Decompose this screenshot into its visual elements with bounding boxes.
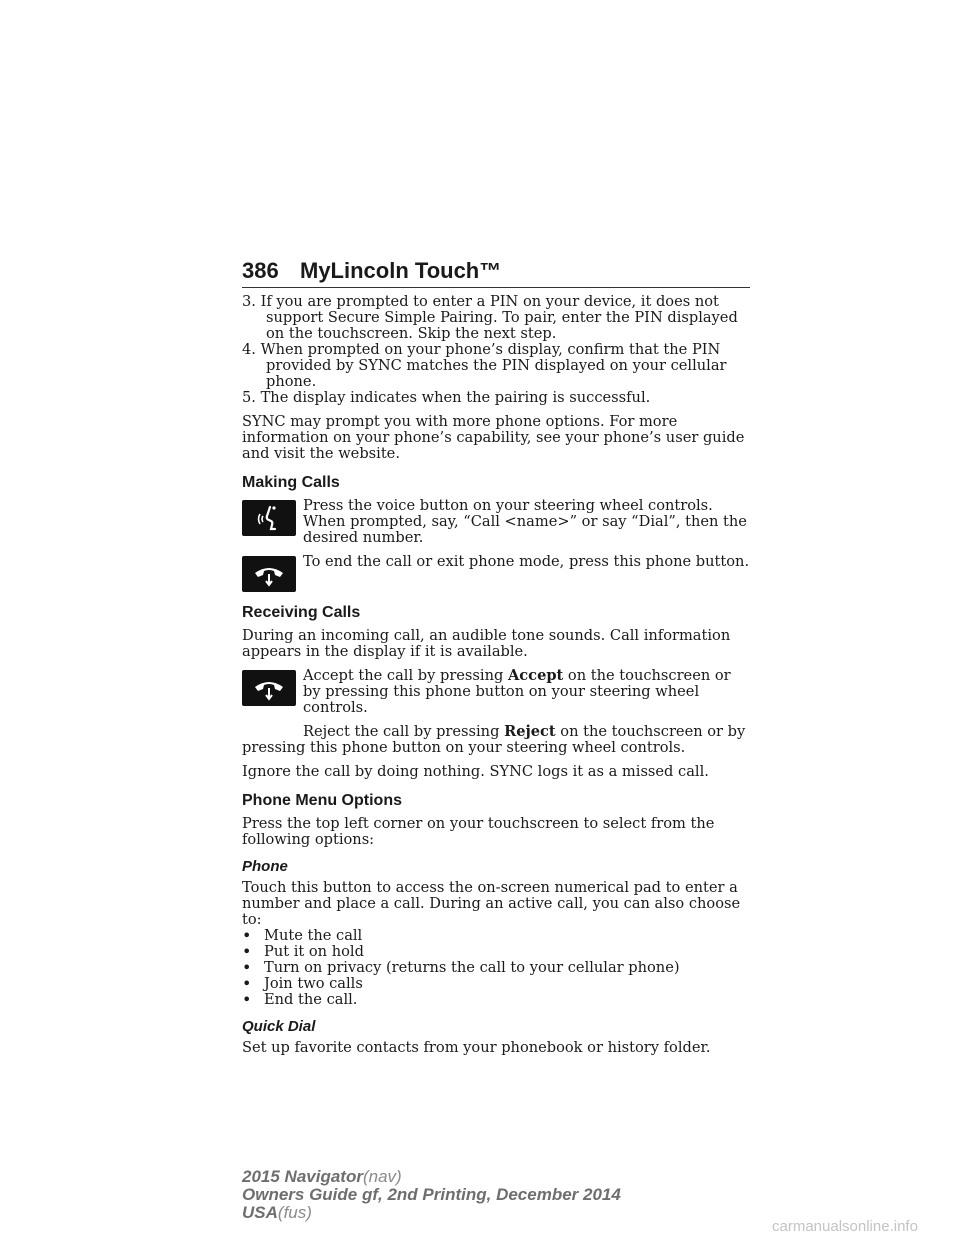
page-body <box>242 294 750 1056</box>
list-item: • Join two calls <box>242 976 750 992</box>
phone-options-list <box>242 928 750 1008</box>
accept-row <box>242 668 750 716</box>
reject-instruction: Reject the call by pressing Reject on the touchscreen or by pressing this phone button on your steering wheel controls. <box>242 723 746 756</box>
phone-end-icon <box>242 556 296 592</box>
phone-menu-paragraph: Press the top left corner on your touchscreen to select from the following options: <box>242 815 715 848</box>
step-item: 5. The display indicates when the pairing is successful. <box>242 389 651 406</box>
receiving-paragraph: During an incoming call, an audible tone sounds. Call information appears in the display if it is available. <box>242 627 731 660</box>
phone-accept-icon <box>242 670 296 706</box>
quick-dial-paragraph: Set up favorite contacts from your phonebook or history folder. <box>242 1039 711 1056</box>
manual-page <box>242 258 750 1064</box>
list-item: • Put it on hold <box>242 944 750 960</box>
list-item: • Mute the call <box>242 928 750 944</box>
voice-row <box>242 498 750 546</box>
end-call-row <box>242 554 750 592</box>
footer-line-3: USA(fus) <box>242 1203 312 1222</box>
phone-paragraph: Touch this button to access the on-screen numerical pad to enter a number and place a call. During an active call, you can also choose to: <box>242 879 741 928</box>
ignore-instruction: Ignore the call by doing nothing. SYNC logs it as a missed call. <box>242 763 709 780</box>
page-header <box>242 258 750 288</box>
footer-line-2: Owners Guide gf, 2nd Printing, December 2014 <box>242 1185 621 1204</box>
footer-line-1: 2015 Navigator(nav) <box>242 1167 402 1186</box>
heading-quick-dial: Quick Dial <box>242 1018 316 1035</box>
pairing-steps <box>242 294 750 406</box>
list-item: • End the call. <box>242 992 750 1008</box>
step-item: 4. When prompted on your phone’s display, confirm that the PIN provided by SYNC matches the PIN displayed on your cellular phone. <box>242 341 727 390</box>
page-footer <box>242 1168 621 1222</box>
voice-icon <box>242 500 296 536</box>
step-item: 3. If you are prompted to enter a PIN on your device, it does not support Secure Simple Pairing. To pair, enter the PIN displayed on the touchscreen. Skip the next step. <box>242 293 738 342</box>
watermark: carmanualsonline.info <box>772 1218 918 1235</box>
accept-instruction: Accept the call by pressing Accept on the touchscreen or by pressing this phone button on your steering wheel controls. <box>303 667 731 716</box>
list-item: • Turn on privacy (returns the call to your cellular phone) <box>242 960 750 976</box>
voice-instruction: Press the voice button on your steering wheel controls. When prompted, say, “Call <name>” or say “Dial”, then the desired number. <box>303 497 747 546</box>
page-title: MyLincoln Touch™ <box>300 258 502 283</box>
heading-making-calls: Making Calls <box>242 474 340 491</box>
page-number: 386 <box>242 258 279 283</box>
intro-paragraph: SYNC may prompt you with more phone options. For more information on your phone’s capability, see your phone’s user guide and visit the website. <box>242 413 745 462</box>
heading-phone-menu-options: Phone Menu Options <box>242 792 402 809</box>
heading-phone: Phone <box>242 858 288 875</box>
heading-receiving-calls: Receiving Calls <box>242 604 361 621</box>
end-call-instruction: To end the call or exit phone mode, press this phone button. <box>303 553 750 570</box>
